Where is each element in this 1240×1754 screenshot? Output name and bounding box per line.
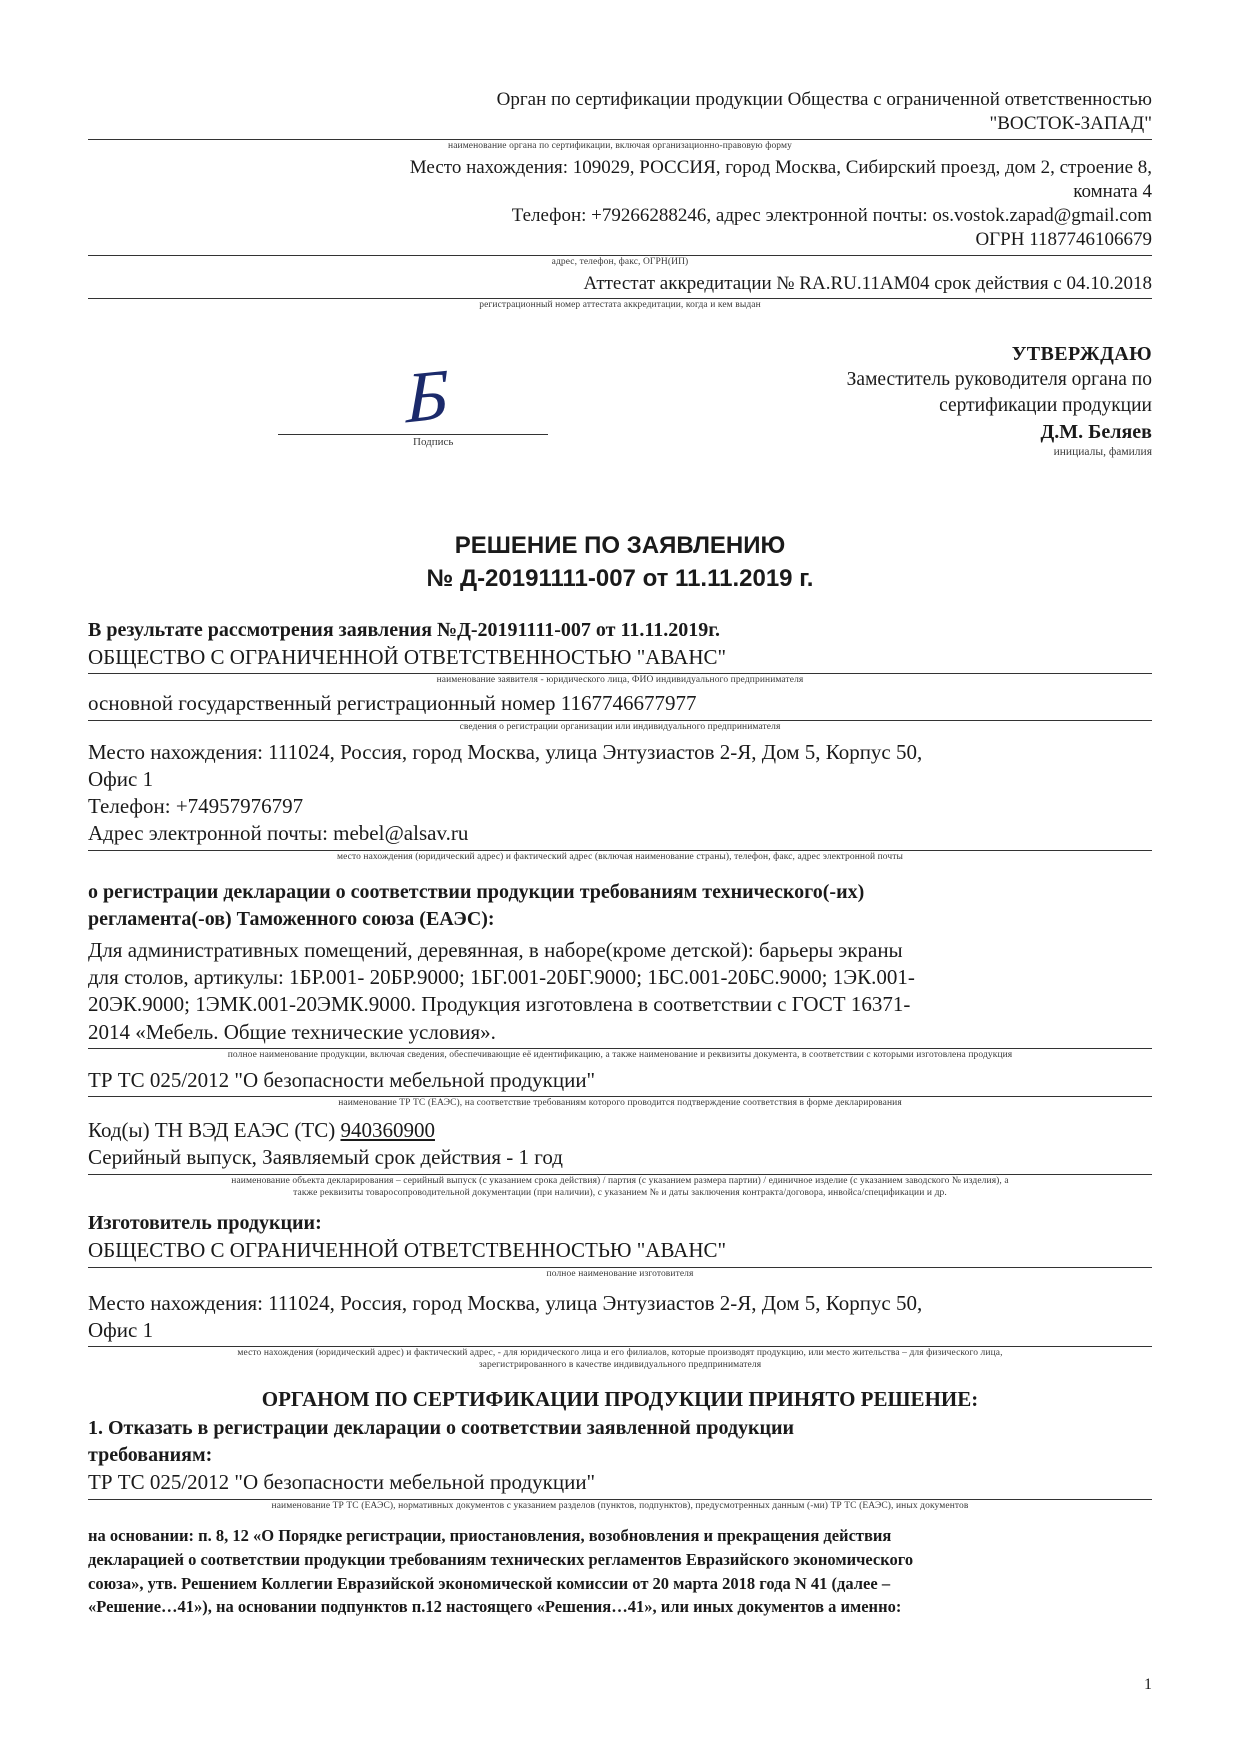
applicant-address-caption: место нахождения (юридический адрес) и фактический адрес (включая наименование страны), телефон, факс, адрес электронной почты bbox=[336, 851, 904, 862]
applicant-name-caption: наименование заявителя - юридического лица, ФИО индивидуального предпринимателя bbox=[436, 675, 804, 686]
product-caption: полное наименование продукции, включая сведения, обеспечивающие её идентификацию, а также наименование и реквизиты документа, в соответствии с которыми изготовлена продукция bbox=[227, 1049, 1013, 1060]
applicant-ogrn-divider bbox=[88, 720, 1152, 721]
document-title bbox=[88, 530, 1152, 595]
technical-regulation-divider bbox=[88, 1096, 1152, 1097]
signature-caption: Подпись bbox=[413, 436, 454, 448]
approval-block bbox=[88, 341, 1152, 460]
header-caption-1: наименование органа по сертификации, включая организационно-правовую форму bbox=[448, 140, 792, 151]
certification-body-address-line2: комната 4 bbox=[1073, 180, 1152, 202]
applicant-address-divider bbox=[88, 850, 1152, 851]
decision-basis-line3: союза», утв. Решением Коллегии Евразийской экономической комиссии от 20 марта 2018 года N 41 (далее – bbox=[88, 1573, 891, 1593]
approval-name-caption: инициалы, фамилия bbox=[1053, 446, 1152, 459]
serial-caption-line2: также реквизиты товаросопроводительной документации (при наличии), с указанием № и даты заключения контракта/договора, инвойса/спецификации и др. bbox=[293, 1187, 947, 1198]
product-description-line3: 20ЭК.9000; 1ЭМК.001-20ЭМК.9000. Продукция изготовлена в соответствии с ГОСТ 16371- bbox=[88, 992, 911, 1017]
header-divider-1 bbox=[88, 139, 1152, 140]
applicant-ogrn: основной государственный регистрационный номер 1167746677977 bbox=[88, 691, 697, 716]
applicant-name: ОБЩЕСТВО С ОГРАНИЧЕННОЙ ОТВЕТСТВЕННОСТЬЮ "АВАНС" bbox=[88, 645, 727, 670]
certification-body-ogrn: ОГРН 1187746106679 bbox=[975, 229, 1152, 251]
decision-regulation-caption: наименование ТР ТС (ЕАЭС), нормативных документов с указанием разделов (пунктов, подпунктов), предусмотренных данным (-ми) ТР ТС (ЕАЭС), иных документов bbox=[271, 1500, 969, 1511]
header-divider-3 bbox=[88, 298, 1152, 299]
technical-regulation-caption: наименование ТР ТС (ЕАЭС), на соответствие требованиям которого проводится подтверждение соответствия в форме декларирования bbox=[338, 1098, 902, 1109]
certification-body-contacts: Телефон: +79266288246, адрес электронной почты: os.vostok.zapad@gmail.com bbox=[511, 205, 1152, 227]
subject-heading-line1: о регистрации декларации о соответствии продукции требованиям технического(-их) bbox=[88, 880, 865, 903]
subject-block bbox=[88, 879, 1152, 1199]
decision-item-1-line2: требованиям: bbox=[88, 1444, 213, 1467]
manufacturer-address-line1: Место нахождения: 111024, Россия, город Москва, улица Энтузиастов 2-Я, Дом 5, Корпус 50, bbox=[88, 1290, 923, 1315]
manufacturer-address-caption-line2: зарегистрированного в качестве индивидуального предпринимателя bbox=[478, 1360, 762, 1371]
applicant-block bbox=[88, 617, 1152, 863]
header-caption-3: регистрационный номер аттестата аккредитации, когда и кем выдан bbox=[479, 300, 761, 311]
product-divider bbox=[88, 1048, 1152, 1049]
technical-regulation: ТР ТС 025/2012 "О безопасности мебельной продукции" bbox=[88, 1067, 596, 1092]
manufacturer-name-divider bbox=[88, 1267, 1152, 1268]
decision-item-1-line1: 1. Отказать в регистрации декларации о соответствии заявленной продукции bbox=[88, 1417, 795, 1440]
certification-body-header bbox=[88, 88, 1152, 311]
header-caption-2: адрес, телефон, факс, ОГРН(ИП) bbox=[551, 256, 689, 267]
page-number: 1 bbox=[1144, 1676, 1152, 1693]
applicant-email: Адрес электронной почты: mebel@alsav.ru bbox=[88, 821, 469, 846]
manufacturer-name: ОБЩЕСТВО С ОГРАНИЧЕННОЙ ОТВЕТСТВЕННОСТЬЮ "АВАНС" bbox=[88, 1238, 727, 1263]
tn-ved-code-row bbox=[88, 1117, 1152, 1144]
approval-title: УТВЕРЖДАЮ bbox=[1011, 342, 1152, 365]
tn-ved-value: 940360900 bbox=[340, 1118, 435, 1143]
product-description-line4: 2014 «Мебель. Общие технические условия». bbox=[88, 1019, 496, 1044]
manufacturer-address-line2: Офис 1 bbox=[88, 1317, 154, 1342]
product-description-line1: Для административных помещений, деревянная, в наборе(кроме детской): барьеры экраны bbox=[88, 937, 903, 962]
serial-release: Серийный выпуск, Заявляемый срок действия - 1 год bbox=[88, 1145, 563, 1170]
applicant-ogrn-caption: сведения о регистрации организации или индивидуального предпринимателя bbox=[459, 721, 781, 732]
document-title-line2: № Д-20191111-007 от 11.11.2019 г. bbox=[426, 564, 814, 592]
handwritten-signature-icon: Б bbox=[406, 353, 449, 439]
approval-signer-name: Д.М. Беляев bbox=[1040, 420, 1152, 443]
decision-block bbox=[88, 1385, 1152, 1619]
decision-regulation-divider bbox=[88, 1499, 1152, 1500]
document-title-line1: РЕШЕНИЕ ПО ЗАЯВЛЕНИЮ bbox=[454, 532, 786, 560]
manufacturer-heading: Изготовитель продукции: bbox=[88, 1212, 322, 1235]
serial-caption-line1: наименование объекта декларирования – серийный выпуск (с указанием срока действия) / партия (с указанием размера партии) / единичное изделие (с указанием заводского № изделия), а bbox=[231, 1175, 1009, 1186]
manufacturer-name-caption: полное наименование изготовителя bbox=[546, 1268, 694, 1279]
product-description-line2: для столов, артикулы: 1БР.001- 20БР.9000; 1БГ.001-20БГ.9000; 1БС.001-20БС.9000; 1ЭК.001- bbox=[88, 965, 915, 989]
accreditation-certificate: Аттестат аккредитации № RA.RU.11АМ04 срок действия с 04.10.2018 bbox=[583, 272, 1152, 294]
document-content bbox=[88, 88, 1152, 1619]
decision-heading: ОРГАНОМ ПО СЕРТИФИКАЦИИ ПРОДУКЦИИ ПРИНЯТО РЕШЕНИЕ: bbox=[261, 1387, 979, 1412]
certification-body-address-line1: Место нахождения: 109029, РОССИЯ, город Москва, Сибирский проезд, дом 2, строение 8, bbox=[409, 156, 1152, 178]
certification-body-name-line2: "ВОСТОК-ЗАПАД" bbox=[989, 113, 1152, 135]
certification-body-name-line1: Орган по сертификации продукции Общества с ограниченной ответственностью bbox=[496, 89, 1152, 110]
decision-basis-line4: «Решение…41»), на основании подпунктов п.12 настоящего «Решения…41», или иных документов а именно: bbox=[88, 1597, 902, 1617]
manufacturer-block bbox=[88, 1210, 1152, 1371]
manufacturer-address-caption-line1: место нахождения (юридический адрес) и фактический адрес, - для юридического лица и его филиалов, которые производят продукцию, или место жительства – для физического лица, bbox=[237, 1348, 1003, 1359]
subject-heading-line2: регламента(-ов) Таможенного союза (ЕАЭС): bbox=[88, 907, 495, 930]
approval-role-line2: сертификации продукции bbox=[939, 395, 1152, 417]
applicant-address-line1: Место нахождения: 111024, Россия, город Москва, улица Энтузиастов 2-Я, Дом 5, Корпус 50, bbox=[88, 739, 923, 764]
approval-role-line1: Заместитель руководителя органа по bbox=[846, 369, 1152, 391]
signature-line bbox=[278, 434, 548, 435]
decision-technical-regulation: ТР ТС 025/2012 "О безопасности мебельной продукции" bbox=[88, 1470, 596, 1495]
decision-basis-line2: декларацией о соответствии продукции требованиям технических регламентов Евразийского экономического bbox=[88, 1549, 914, 1569]
application-intro: В результате рассмотрения заявления №Д-20191111-007 от 11.11.2019г. bbox=[88, 619, 721, 642]
decision-basis bbox=[88, 1524, 1152, 1620]
serial-divider bbox=[88, 1174, 1152, 1175]
tn-ved-label: Код(ы) ТН ВЭД ЕАЭС (ТС) bbox=[88, 1118, 341, 1143]
header-divider-2 bbox=[88, 255, 1152, 256]
decision-basis-line1: на основании: п. 8, 12 «О Порядке регистрации, приостановления, возобновления и прекращения действия bbox=[88, 1525, 892, 1545]
applicant-phone: Телефон: +74957976797 bbox=[88, 794, 304, 819]
signature-area bbox=[278, 350, 578, 450]
applicant-address-line2: Офис 1 bbox=[88, 766, 154, 791]
applicant-name-divider bbox=[88, 673, 1152, 674]
